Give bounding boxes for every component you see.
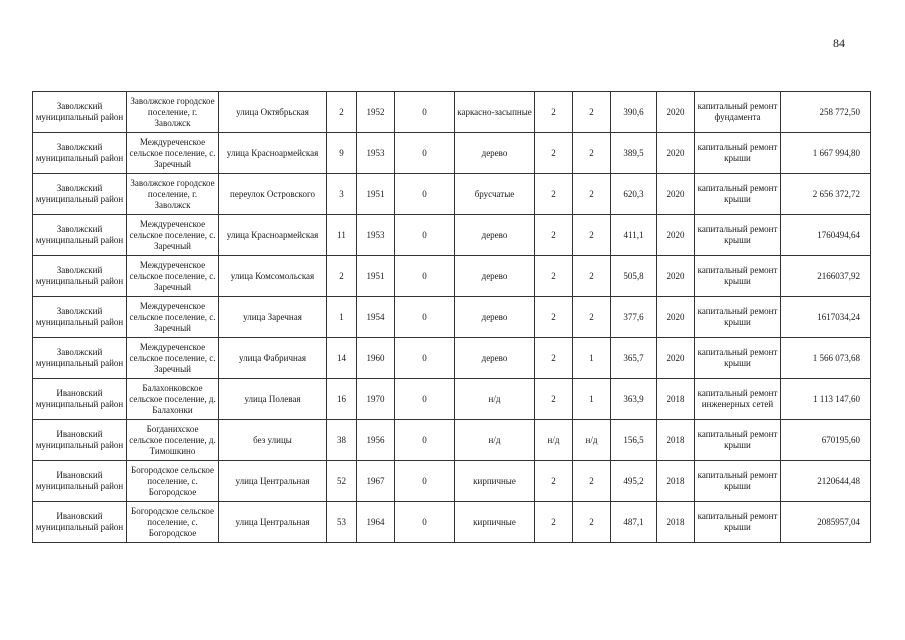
repair-year-cell: 2020 xyxy=(657,174,695,215)
street-cell: без улицы xyxy=(219,420,327,461)
street-cell: улица Заречная xyxy=(219,297,327,338)
table-row xyxy=(33,297,871,338)
table-row xyxy=(33,215,871,256)
entrances-cell: 2 xyxy=(573,92,611,133)
cost-cell: 2 656 372,72 xyxy=(781,174,871,215)
repair-type-cell: капитальный ремонт крыши xyxy=(695,338,781,379)
street-cell: переулок Островского xyxy=(219,174,327,215)
floors-cell: 2 xyxy=(535,338,573,379)
cost-cell: 258 772,50 xyxy=(781,92,871,133)
area-cell: 363,9 xyxy=(611,379,657,420)
repair-type-cell: капитальный ремонт крыши xyxy=(695,174,781,215)
wear-cell: 0 xyxy=(395,133,455,174)
repair-type-cell: капитальный ремонт крыши xyxy=(695,502,781,543)
cost-cell: 1617034,24 xyxy=(781,297,871,338)
wall-material-cell: дерево xyxy=(455,256,535,297)
table-row xyxy=(33,338,871,379)
floors-cell: н/д xyxy=(535,420,573,461)
house-number-cell: 1 xyxy=(327,297,357,338)
street-cell: улица Красноармейская xyxy=(219,133,327,174)
repair-type-cell: капитальный ремонт фундамента xyxy=(695,92,781,133)
street-cell: улица Центральная xyxy=(219,502,327,543)
street-cell: улица Полевая xyxy=(219,379,327,420)
wall-material-cell: брусчатые xyxy=(455,174,535,215)
wear-cell: 0 xyxy=(395,174,455,215)
house-number-cell: 9 xyxy=(327,133,357,174)
area-cell: 365,7 xyxy=(611,338,657,379)
entrances-cell: н/д xyxy=(573,420,611,461)
floors-cell: 2 xyxy=(535,256,573,297)
settlement-cell: Междуреченское сельское поселение, с. Заречный xyxy=(127,297,219,338)
district-cell: Ивановский муниципальный район xyxy=(33,502,127,543)
wall-material-cell: дерево xyxy=(455,338,535,379)
cost-cell: 2120644,48 xyxy=(781,461,871,502)
repair-type-cell: капитальный ремонт крыши xyxy=(695,256,781,297)
year-built-cell: 1951 xyxy=(357,256,395,297)
wall-material-cell: каркасно-засыпные xyxy=(455,92,535,133)
table-body xyxy=(33,92,871,543)
settlement-cell: Богородское сельское поселение, с. Богородское xyxy=(127,461,219,502)
repair-type-cell: капитальный ремонт крыши xyxy=(695,133,781,174)
street-cell: улица Фабричная xyxy=(219,338,327,379)
wear-cell: 0 xyxy=(395,215,455,256)
district-cell: Заволжский муниципальный район xyxy=(33,297,127,338)
repair-year-cell: 2020 xyxy=(657,92,695,133)
house-number-cell: 53 xyxy=(327,502,357,543)
cost-cell: 1760494,64 xyxy=(781,215,871,256)
year-built-cell: 1967 xyxy=(357,461,395,502)
area-cell: 390,6 xyxy=(611,92,657,133)
repair-year-cell: 2018 xyxy=(657,379,695,420)
cost-cell: 670195,60 xyxy=(781,420,871,461)
area-cell: 495,2 xyxy=(611,461,657,502)
wear-cell: 0 xyxy=(395,379,455,420)
house-number-cell: 2 xyxy=(327,256,357,297)
street-cell: улица Центральная xyxy=(219,461,327,502)
district-cell: Ивановский муниципальный район xyxy=(33,420,127,461)
wall-material-cell: дерево xyxy=(455,215,535,256)
housing-repair-table xyxy=(32,91,871,543)
settlement-cell: Междуреченское сельское поселение, с. Заречный xyxy=(127,338,219,379)
entrances-cell: 1 xyxy=(573,338,611,379)
wear-cell: 0 xyxy=(395,338,455,379)
floors-cell: 2 xyxy=(535,502,573,543)
page-number: 84 xyxy=(833,36,845,50)
year-built-cell: 1952 xyxy=(357,92,395,133)
cost-cell: 1 566 073,68 xyxy=(781,338,871,379)
repair-type-cell: капитальный ремонт инженерных сетей xyxy=(695,379,781,420)
table-row xyxy=(33,256,871,297)
area-cell: 377,6 xyxy=(611,297,657,338)
repair-type-cell: капитальный ремонт крыши xyxy=(695,215,781,256)
cost-cell: 2166037,92 xyxy=(781,256,871,297)
settlement-cell: Заволжское городское поселение, г. Заволжск xyxy=(127,174,219,215)
house-number-cell: 16 xyxy=(327,379,357,420)
wear-cell: 0 xyxy=(395,256,455,297)
entrances-cell: 2 xyxy=(573,297,611,338)
year-built-cell: 1951 xyxy=(357,174,395,215)
floors-cell: 2 xyxy=(535,92,573,133)
district-cell: Заволжский муниципальный район xyxy=(33,174,127,215)
district-cell: Заволжский муниципальный район xyxy=(33,215,127,256)
cost-cell: 1 667 994,80 xyxy=(781,133,871,174)
table-row xyxy=(33,174,871,215)
wall-material-cell: кирпичные xyxy=(455,502,535,543)
table-row xyxy=(33,502,871,543)
district-cell: Заволжский муниципальный район xyxy=(33,133,127,174)
district-cell: Заволжский муниципальный район xyxy=(33,92,127,133)
wear-cell: 0 xyxy=(395,461,455,502)
repair-year-cell: 2018 xyxy=(657,461,695,502)
table-row xyxy=(33,379,871,420)
entrances-cell: 1 xyxy=(573,379,611,420)
settlement-cell: Богданихское сельское поселение, д. Тимошкино xyxy=(127,420,219,461)
wear-cell: 0 xyxy=(395,297,455,338)
repair-year-cell: 2018 xyxy=(657,502,695,543)
entrances-cell: 2 xyxy=(573,256,611,297)
house-number-cell: 52 xyxy=(327,461,357,502)
repair-year-cell: 2020 xyxy=(657,215,695,256)
entrances-cell: 2 xyxy=(573,502,611,543)
repair-type-cell: капитальный ремонт крыши xyxy=(695,297,781,338)
wall-material-cell: дерево xyxy=(455,297,535,338)
settlement-cell: Балахонковское сельское поселение, д. Балахонки xyxy=(127,379,219,420)
table-row xyxy=(33,461,871,502)
house-number-cell: 38 xyxy=(327,420,357,461)
year-built-cell: 1960 xyxy=(357,338,395,379)
area-cell: 411,1 xyxy=(611,215,657,256)
cost-cell: 2085957,04 xyxy=(781,502,871,543)
repair-year-cell: 2020 xyxy=(657,256,695,297)
entrances-cell: 2 xyxy=(573,215,611,256)
floors-cell: 2 xyxy=(535,297,573,338)
repair-type-cell: капитальный ремонт крыши xyxy=(695,420,781,461)
district-cell: Ивановский муниципальный район xyxy=(33,461,127,502)
floors-cell: 2 xyxy=(535,133,573,174)
settlement-cell: Богородское сельское поселение, с. Богородское xyxy=(127,502,219,543)
repair-type-cell: капитальный ремонт крыши xyxy=(695,461,781,502)
area-cell: 505,8 xyxy=(611,256,657,297)
wear-cell: 0 xyxy=(395,502,455,543)
house-number-cell: 14 xyxy=(327,338,357,379)
wall-material-cell: н/д xyxy=(455,379,535,420)
street-cell: улица Комсомольская xyxy=(219,256,327,297)
repair-year-cell: 2020 xyxy=(657,338,695,379)
street-cell: улица Красноармейская xyxy=(219,215,327,256)
repair-year-cell: 2018 xyxy=(657,420,695,461)
wall-material-cell: кирпичные xyxy=(455,461,535,502)
year-built-cell: 1956 xyxy=(357,420,395,461)
area-cell: 389,5 xyxy=(611,133,657,174)
settlement-cell: Междуреченское сельское поселение, с. Заречный xyxy=(127,133,219,174)
year-built-cell: 1954 xyxy=(357,297,395,338)
table-row xyxy=(33,133,871,174)
district-cell: Заволжский муниципальный район xyxy=(33,256,127,297)
house-number-cell: 11 xyxy=(327,215,357,256)
entrances-cell: 2 xyxy=(573,174,611,215)
settlement-cell: Заволжское городское поселение, г. Заволжск xyxy=(127,92,219,133)
floors-cell: 2 xyxy=(535,379,573,420)
year-built-cell: 1964 xyxy=(357,502,395,543)
year-built-cell: 1953 xyxy=(357,133,395,174)
house-number-cell: 3 xyxy=(327,174,357,215)
table-row xyxy=(33,92,871,133)
street-cell: улица Октябрьская xyxy=(219,92,327,133)
year-built-cell: 1970 xyxy=(357,379,395,420)
district-cell: Заволжский муниципальный район xyxy=(33,338,127,379)
cost-cell: 1 113 147,60 xyxy=(781,379,871,420)
repair-year-cell: 2020 xyxy=(657,297,695,338)
table-row xyxy=(33,420,871,461)
floors-cell: 2 xyxy=(535,461,573,502)
repair-year-cell: 2020 xyxy=(657,133,695,174)
settlement-cell: Междуреченское сельское поселение, с. Заречный xyxy=(127,215,219,256)
area-cell: 156,5 xyxy=(611,420,657,461)
settlement-cell: Междуреченское сельское поселение, с. Заречный xyxy=(127,256,219,297)
wear-cell: 0 xyxy=(395,92,455,133)
wall-material-cell: н/д xyxy=(455,420,535,461)
entrances-cell: 2 xyxy=(573,133,611,174)
floors-cell: 2 xyxy=(535,215,573,256)
floors-cell: 2 xyxy=(535,174,573,215)
year-built-cell: 1953 xyxy=(357,215,395,256)
house-number-cell: 2 xyxy=(327,92,357,133)
district-cell: Ивановский муниципальный район xyxy=(33,379,127,420)
area-cell: 487,1 xyxy=(611,502,657,543)
entrances-cell: 2 xyxy=(573,461,611,502)
area-cell: 620,3 xyxy=(611,174,657,215)
wear-cell: 0 xyxy=(395,420,455,461)
wall-material-cell: дерево xyxy=(455,133,535,174)
